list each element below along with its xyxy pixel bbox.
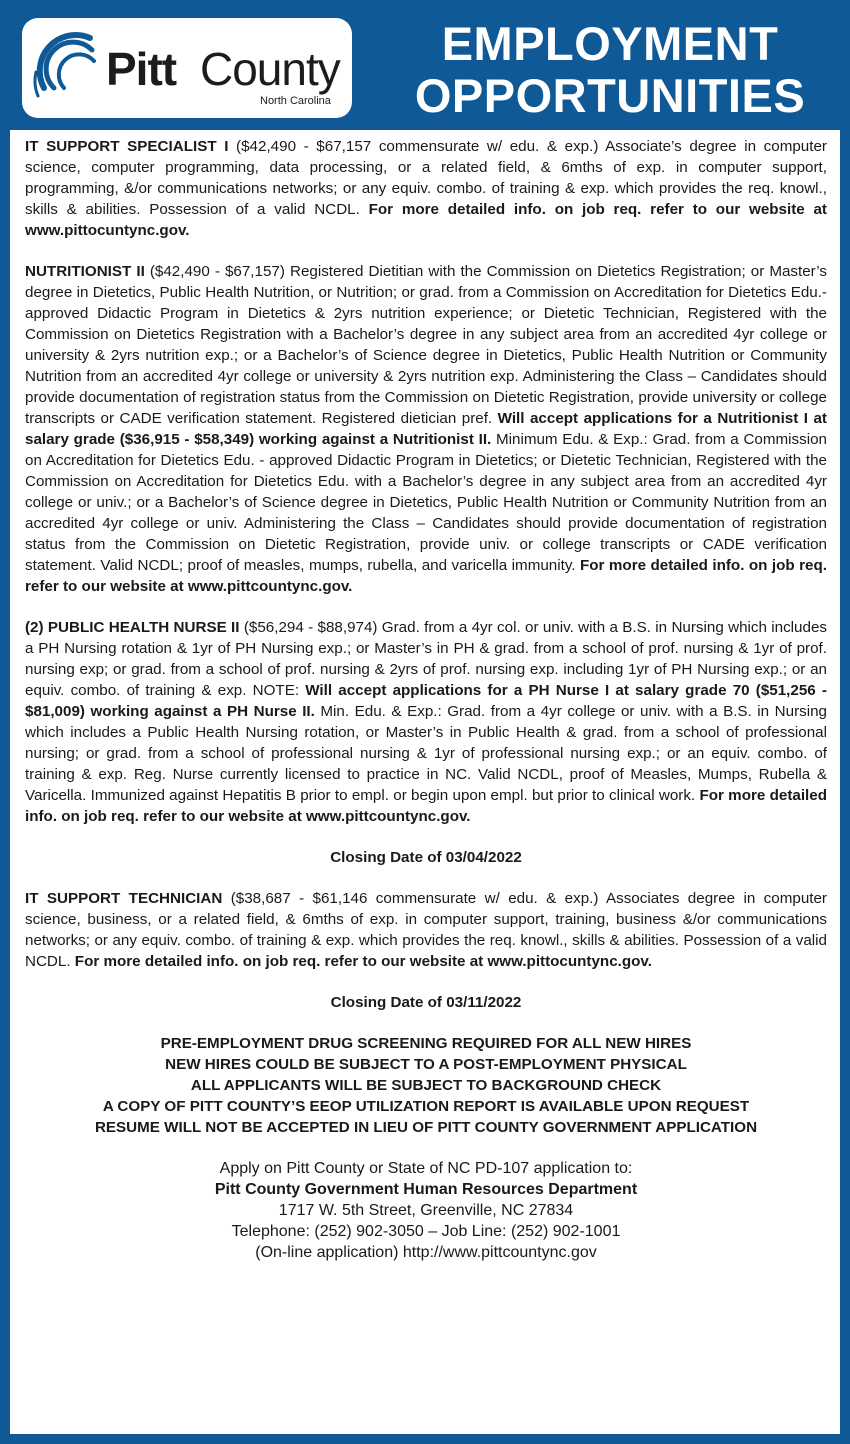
online-application-link[interactable]: (On-line application) http://www.pittcountync.gov bbox=[255, 1244, 597, 1261]
apply-section bbox=[25, 1158, 827, 1263]
job-description: ($56,294 - $88,974) Grad. from a 4yr col. or univ. with a B.S. in Nursing which includes a PH Nursing rotation & 1yr of PH Nursing exp.; or Master’s in PH & grad. from a school of prof. nursing & 1yr of prof. nursing exp; or grad. from a school of prof. nursing & 2yrs of prof. nursing exp. including 1yr of PH Nursing exp.; or an equiv. combo. of training & exp. NOTE: bbox=[25, 619, 827, 699]
notices bbox=[25, 1033, 827, 1138]
notice-line: ALL APPLICANTS WILL BE SUBJECT TO BACKGROUND CHECK bbox=[190, 1077, 662, 1094]
notice-line: RESUME WILL NOT BE ACCEPTED IN LIEU OF PITT COUNTY GOVERNMENT APPLICATION bbox=[94, 1119, 758, 1136]
job-title: NUTRITIONIST II bbox=[25, 263, 145, 280]
hr-department: Pitt County Government Human Resources Department bbox=[214, 1181, 638, 1198]
content-panel bbox=[10, 130, 840, 1434]
job-more-info: For more detailed info. on job req. refer to our website at www.pittocuntync.gov. bbox=[25, 201, 827, 239]
job-listing bbox=[25, 888, 827, 972]
logo-pitt-text: Pitt bbox=[106, 43, 177, 95]
phone-numbers: Telephone: (252) 902-3050 – Job Line: (252) 902-1001 bbox=[231, 1223, 621, 1240]
page-title bbox=[390, 18, 830, 122]
job-description: ($42,490 - $67,157) Registered Dietitian with the Commission on Dietetics Registration; or Master’s degree in Dietetics, Public Health Nutrition, or Nutrition; or grad. from a Commission on Accreditation for Dietetics Edu.- approved Didactic Program in Dietetics & 2yrs nutrition experience; or Dietetic Technician, Registered with the Commission on Dietetics Registration with a Bachelor’s degree in any subject area from an accredited 4yr college or university & 2yrs nutrition exp.; or a Bachelor’s of Science degree in Dietetics, Public Health Nutrition or Community Nutrition from an accredited 4yr college or university & 2yrs nutrition exp. Administering the Class – Candidates should provide documentation of registration status from the Commission on Dietetic Registration, provide university or college transcripts or CADE verification statement. Registered dietician pref. bbox=[25, 263, 827, 427]
job-more-info: For more detailed info. on job req. refer to our website at www.pittcountync.gov. bbox=[25, 787, 827, 825]
apply-intro: Apply on Pitt County or State of NC PD-107 application to: bbox=[219, 1160, 633, 1177]
address: 1717 W. 5th Street, Greenville, NC 27834 bbox=[278, 1202, 574, 1219]
notice-line: PRE-EMPLOYMENT DRUG SCREENING REQUIRED FOR ALL NEW HIRES bbox=[160, 1035, 692, 1052]
job-title: (2) PUBLIC HEALTH NURSE II bbox=[25, 619, 240, 636]
closing-date-1: Closing Date of 03/04/2022 bbox=[330, 849, 522, 866]
job-description-2: Minimum Edu. & Exp.: Grad. from a Commission on Accreditation for Dietetics Edu. - approved Didactic Program in Dietetics; or Dietetic Technician, Registered with the Commission on Accreditation for Dietetics Edu. with a Bachelor’s degree in any subject area from an accredited 4yr college or univ.; or a Bachelor’s of Science degree in Dietetics, Public Health Nutrition or Community Nutrition from an accredited 4yr college or univ. Administering the Class – Candidates should provide documentation of registration status from the Commission on Dietetic Registration, provide univ. or college transcripts or CADE verification statement. Valid NCDL; proof of measles, mumps, rubella, and varicella immunity. bbox=[25, 431, 827, 574]
pitt-county-logo bbox=[22, 18, 352, 118]
job-more-info: For more detailed info. on job req. refer to our website at www.pittocuntync.gov. bbox=[74, 953, 652, 970]
job-listing bbox=[25, 261, 827, 597]
job-listing bbox=[25, 617, 827, 827]
job-more-info: For more detailed info. on job req. refer to our website at www.pittcountync.gov. bbox=[25, 557, 828, 595]
logo-state-text: North Carolina bbox=[260, 95, 331, 107]
headline-line-2: OPPORTUNITIES bbox=[414, 69, 806, 122]
header bbox=[0, 0, 850, 130]
job-description: ($38,687 - $61,146 commensurate w/ edu. & exp.) Associates degree in computer science, business, or a related field, & 6mths of exp. in computer support, training, business &/or communications networks; or any equiv. combo. of training & exp. which provides the req. knowl., skills & abilities. Possession of a valid NCDL. bbox=[25, 890, 827, 970]
job-title: IT SUPPORT SPECIALIST I bbox=[25, 138, 229, 155]
notice-line: A COPY OF PITT COUNTY’S EEOP UTILIZATION REPORT IS AVAILABLE UPON REQUEST bbox=[102, 1098, 750, 1115]
job-listing bbox=[25, 136, 827, 241]
closing-date-2: Closing Date of 03/11/2022 bbox=[330, 994, 522, 1011]
job-title: IT SUPPORT TECHNICIAN bbox=[25, 890, 223, 907]
job-description-2: Min. Edu. & Exp.: Grad. from a 4yr college or univ. with a B.S. in Nursing which includes a Public Health Nursing rotation, or Master’s in Public Health & grad. from a school of professional nursing; or grad. from a school of professional nursing & 1yr of professional nursing exp.; or an equiv. combo. of training & exp. Reg. Nurse currently licensed to practice in NC. Valid NCDL, proof of Measles, Mumps, Rubella & Varicella. Immunized against Hepatitis B prior to empl. or begin upon empl. but prior to clinical work. bbox=[25, 703, 828, 804]
content-body bbox=[25, 136, 827, 1263]
job-note: Will accept applications for a PH Nurse I at salary grade 70 ($51,256 - $81,009) working against a PH Nurse II. bbox=[25, 682, 827, 720]
logo-county-text: County bbox=[200, 43, 340, 95]
headline-line-1: EMPLOYMENT bbox=[441, 17, 779, 70]
job-description: ($42,490 - $67,157 commensurate w/ edu. & exp.) Associate’s degree in computer science, computer programming, data processing, or a related field, & 6mths of exp. in computer support, programming, &/or communications networks; or any equiv. combo. of training & exp. which provides the req. knowl., skills & abilities. Possession of a valid NCDL. bbox=[25, 138, 827, 218]
job-note: Will accept applications for a Nutritionist I at salary grade ($36,915 - $58,349) working against a Nutritionist II. bbox=[25, 410, 827, 448]
notice-line: NEW HIRES COULD BE SUBJECT TO A POST-EMPLOYMENT PHYSICAL bbox=[165, 1056, 687, 1073]
